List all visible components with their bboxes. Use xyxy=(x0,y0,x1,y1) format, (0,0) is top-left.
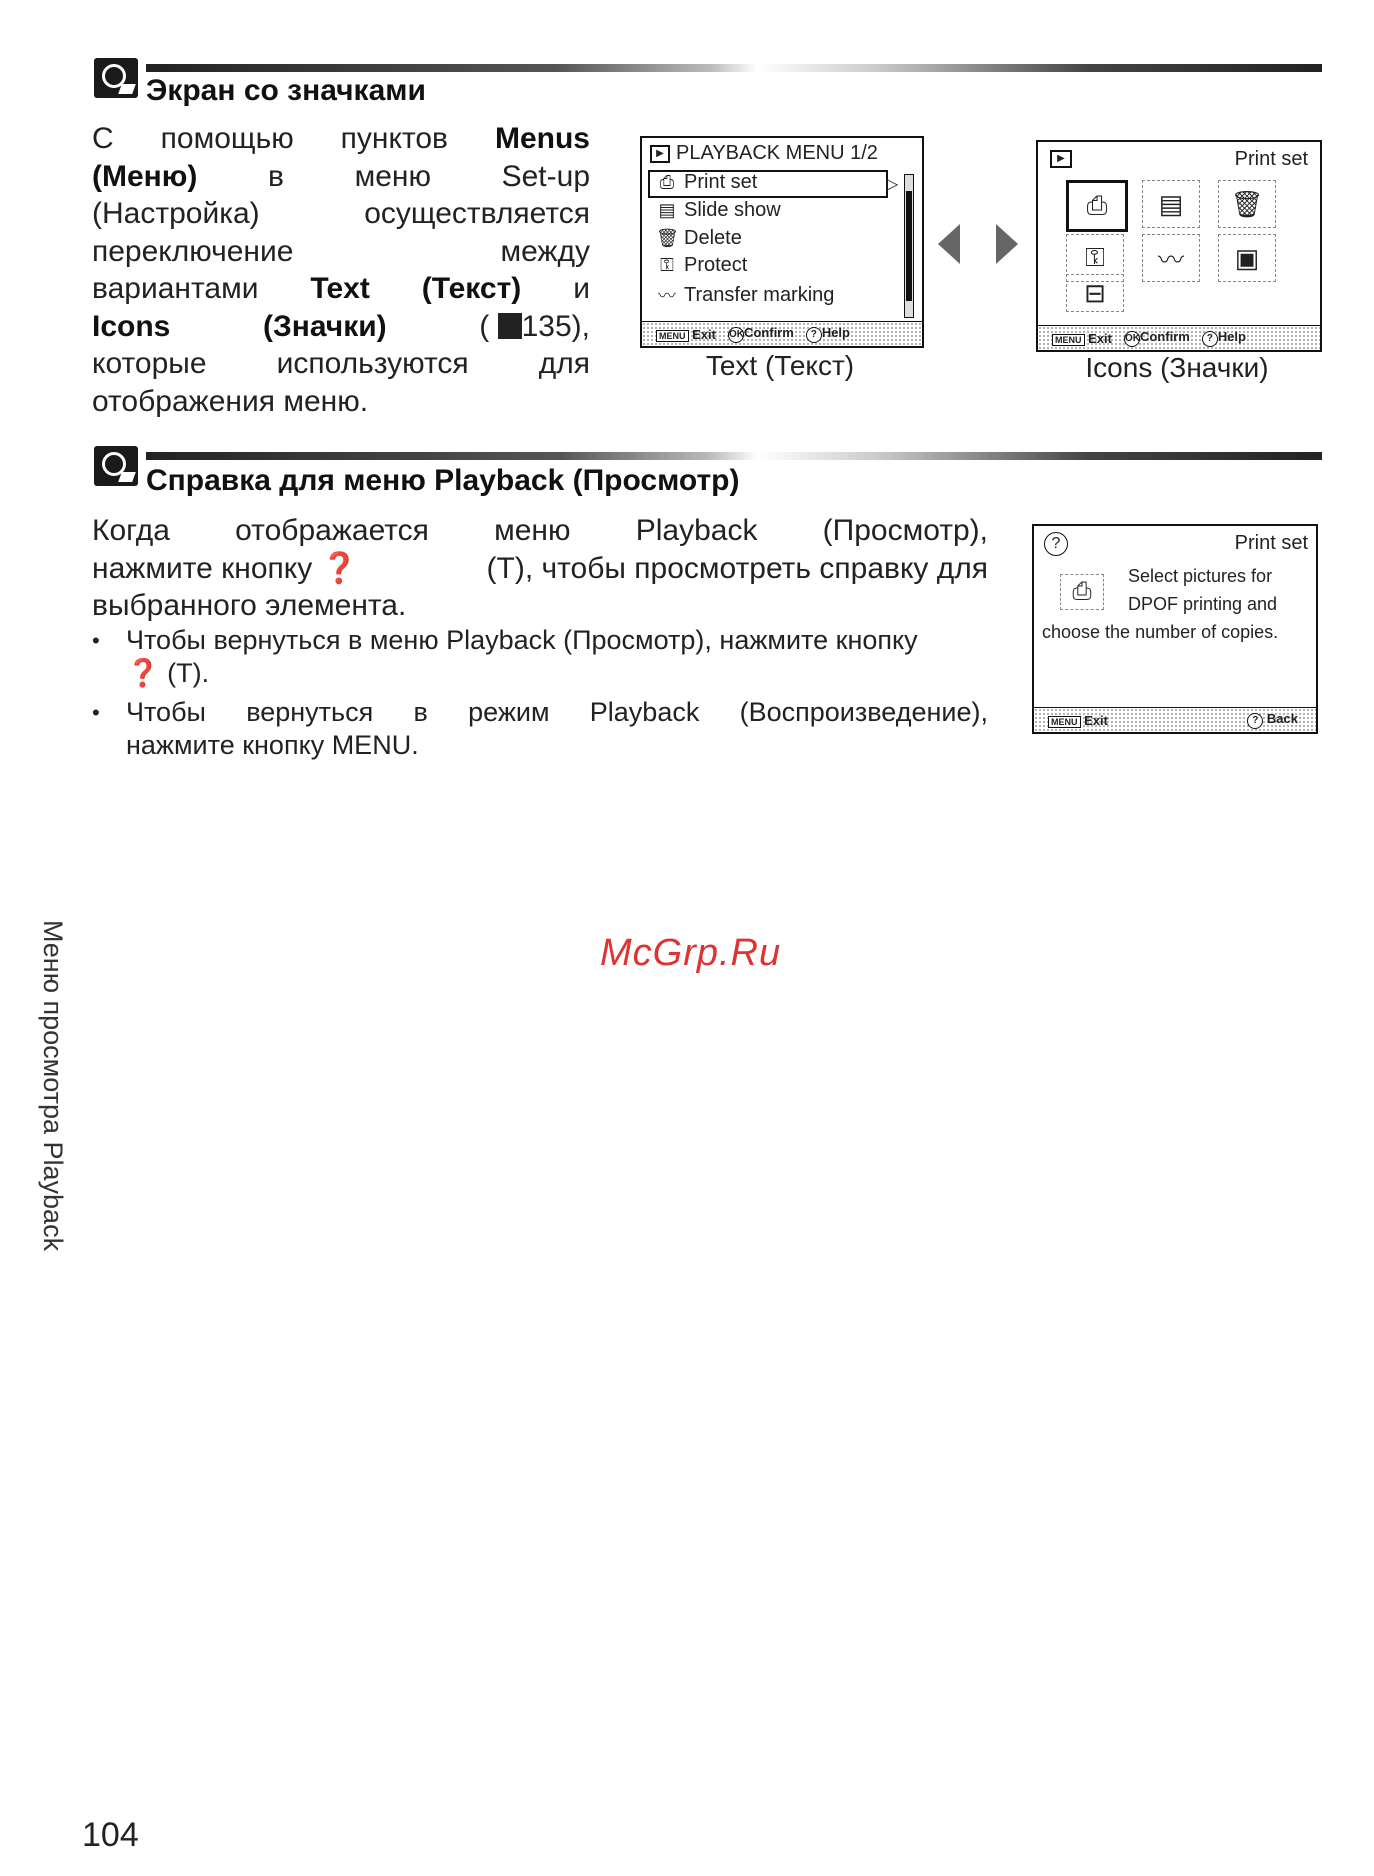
screen-title-row: ▶ PLAYBACK MENU 1/2 xyxy=(650,142,878,165)
help-icon: ? xyxy=(1044,532,1068,556)
help-screen-title: Print set xyxy=(1234,532,1308,554)
section1-paragraph xyxy=(92,120,590,420)
para-line: которые используются для xyxy=(92,347,590,380)
help-text-line: Select pictures for xyxy=(1128,566,1273,586)
menu-key-icon: MENU xyxy=(1048,716,1081,728)
menu-item-protect[interactable]: ⚿ Protect xyxy=(656,254,747,277)
reference-icon xyxy=(498,313,522,339)
left-arrow-icon xyxy=(938,224,960,264)
menu-item-slide-show[interactable]: ▤ Slide show xyxy=(656,199,781,222)
section2-paragraph xyxy=(92,512,988,625)
right-arrow-icon xyxy=(996,224,1018,264)
help-icon: ? xyxy=(1247,713,1263,729)
trash-icon: 🗑 xyxy=(656,228,679,248)
bullet2-line1: Чтобы вернуться в режим Playback (Воспроизведение), xyxy=(126,697,988,727)
bullet2-line2: нажмите кнопку MENU. xyxy=(126,730,419,760)
screen-footer: MENU Exit ? Back xyxy=(1034,707,1316,732)
screen-footer: MENU Exit OKConfirm ? Help xyxy=(642,321,922,346)
para-line: Icons (Значки) ( 135), xyxy=(92,309,590,343)
icon-small-pic[interactable]: ⊟ xyxy=(1066,274,1124,312)
section2-rule xyxy=(146,452,1322,460)
icon-print-set-selected[interactable]: ⎙ xyxy=(1066,180,1128,232)
para-line: С помощью пунктов Menus xyxy=(92,122,590,155)
menu-item-transfer-marking[interactable]: 〰 Transfer marking xyxy=(658,283,835,306)
section2-title: Справка для меню Playback (Просмотр) xyxy=(146,464,740,497)
icon-slide-show[interactable]: ▤ xyxy=(1142,180,1200,228)
help-text-line: choose the number of copies. xyxy=(1042,622,1279,642)
playback-icon: ▶ xyxy=(1050,150,1072,168)
scroll-thumb[interactable] xyxy=(906,191,912,301)
help-icon: ? xyxy=(806,327,822,343)
help-text-line: DPOF printing and xyxy=(1128,594,1278,614)
menu-key-icon: MENU xyxy=(1052,334,1085,346)
para-line: переключение между xyxy=(92,234,590,268)
bullet2 xyxy=(126,696,988,762)
ok-icon: OK xyxy=(1124,331,1140,347)
print-icon: ⎙ xyxy=(1060,574,1104,610)
side-label: Меню просмотра Playback xyxy=(38,920,68,1252)
bullet-dot: • xyxy=(92,700,100,725)
bullet1 xyxy=(126,624,988,690)
menu-item-print-set[interactable]: ⎙ Print set xyxy=(656,171,757,194)
scrollbar[interactable] xyxy=(904,174,914,318)
screen-footer: MENU Exit OKConfirm ? Help xyxy=(1038,325,1320,350)
icon-transfer-marking[interactable]: 〰 xyxy=(1142,234,1200,282)
key-icon: ⚿ xyxy=(660,255,674,275)
menu-key-icon: MENU xyxy=(656,330,689,342)
slideshow-icon: ▤ xyxy=(658,200,676,220)
print-icon: ⎙ xyxy=(659,172,675,192)
icon-print-order[interactable]: ▣ xyxy=(1218,234,1276,282)
para-line: (Настройка) осуществляется xyxy=(92,197,590,230)
help-screen xyxy=(1032,524,1318,734)
bullet-dot: • xyxy=(92,628,100,653)
bullet1-line1: Чтобы вернуться в меню Playback (Просмотр), нажмите кнопку xyxy=(126,625,918,655)
section1-title: Экран со значками xyxy=(146,74,426,107)
icon-delete[interactable]: 🗑 xyxy=(1218,180,1276,228)
page-number: 104 xyxy=(82,1816,139,1854)
note-icon xyxy=(94,446,138,486)
para-line: вариантами Text (Текст) и xyxy=(92,272,590,305)
text-menu-screen xyxy=(640,136,924,348)
submenu-arrow-icon: ▷ xyxy=(886,176,899,193)
icons-screen-title: Print set xyxy=(1234,148,1308,170)
para-line: (Меню) в меню Set-up xyxy=(92,159,590,193)
para-line: отображения меню. xyxy=(92,384,369,418)
section1-rule xyxy=(146,64,1322,72)
icon-protect[interactable]: ⚿ xyxy=(1066,234,1124,282)
playback-icon: ▶ xyxy=(650,145,670,163)
bullet1-line2: ❓ (T). xyxy=(126,658,210,688)
icons-screen-caption: Icons (Значки) xyxy=(1085,352,1269,383)
para-line: нажмите кнопку ❓ (T), чтобы просмотреть справку для xyxy=(92,551,988,585)
text-screen-caption: Text (Текст) xyxy=(705,350,855,381)
help-icon: ? xyxy=(1202,331,1218,347)
para-line: Когда отображается меню Playback (Просмотр), xyxy=(92,514,988,547)
ok-icon: OK xyxy=(728,327,744,343)
para-line: выбранного элемента. xyxy=(92,589,407,622)
menu-item-delete[interactable]: 🗑 Delete xyxy=(656,227,742,249)
watermark: McGrp.Ru xyxy=(600,932,782,974)
note-icon xyxy=(94,58,138,98)
transfer-icon: 〰 xyxy=(658,286,676,306)
icons-menu-screen xyxy=(1036,140,1322,352)
